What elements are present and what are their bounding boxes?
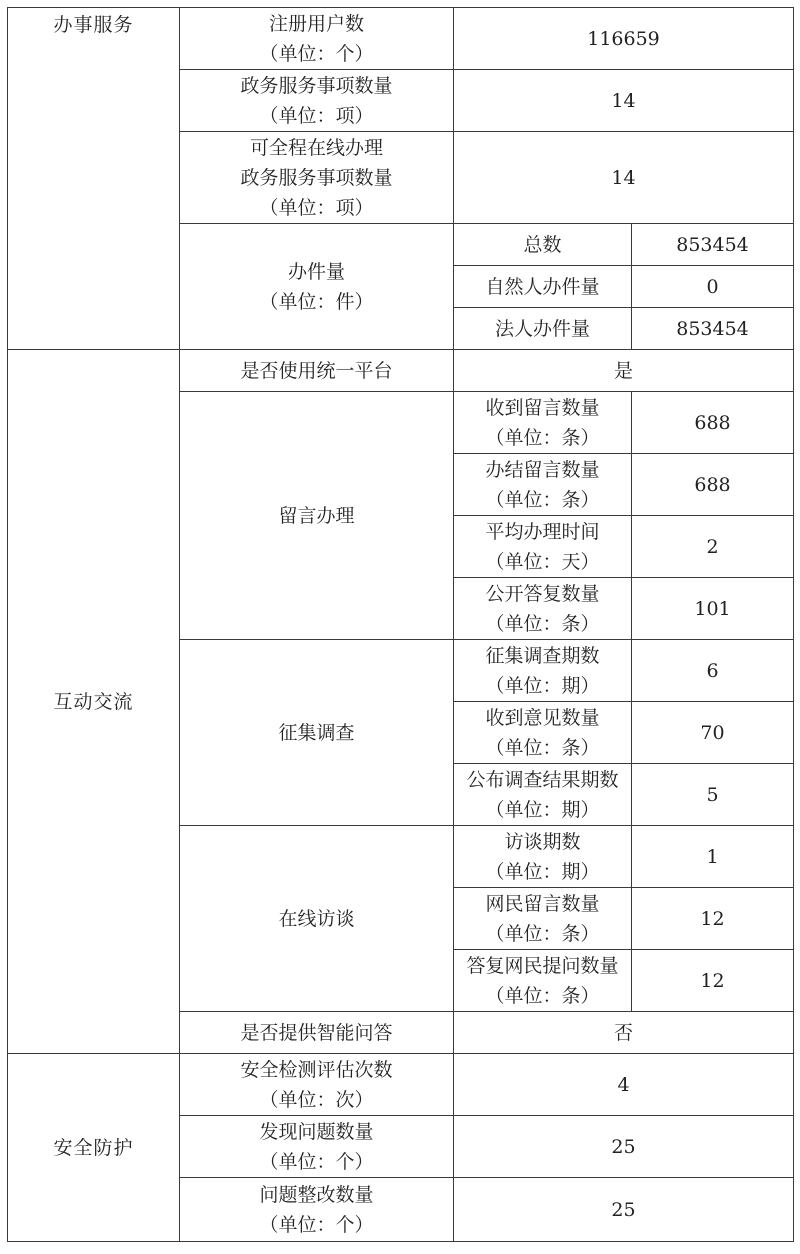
metric-cases: 办件量 （单位：件） bbox=[180, 224, 454, 350]
metric-service-items: 政务服务事项数量 （单位：项） bbox=[180, 70, 454, 132]
metric-online-items: 可全程在线办理 政务服务事项数量 （单位：项） bbox=[180, 132, 454, 224]
value-issues-fixed: 25 bbox=[454, 1178, 794, 1242]
value-messages-received: 688 bbox=[632, 392, 794, 454]
metric-security-checks: 安全检测评估次数 （单位：次） bbox=[180, 1054, 454, 1116]
value-answered-questions: 12 bbox=[632, 950, 794, 1012]
metric-issues-found: 发现问题数量 （单位：个） bbox=[180, 1116, 454, 1178]
metric-registered-users: 注册用户数 （单位：个） bbox=[180, 8, 454, 70]
value-interview-periods: 1 bbox=[632, 826, 794, 888]
value-issues-found: 25 bbox=[454, 1116, 794, 1178]
value-security-checks: 4 bbox=[454, 1054, 794, 1116]
value-survey-periods: 6 bbox=[632, 640, 794, 702]
value-messages-closed: 688 bbox=[632, 454, 794, 516]
submetric-answered-questions: 答复网民提问数量 （单位：条） bbox=[454, 950, 632, 1012]
submetric-opinions-received: 收到意见数量 （单位：条） bbox=[454, 702, 632, 764]
submetric-survey-periods: 征集调查期数 （单位：期） bbox=[454, 640, 632, 702]
value-registered-users: 116659 bbox=[454, 8, 794, 70]
value-unified-platform: 是 bbox=[454, 350, 794, 392]
value-netizen-messages: 12 bbox=[632, 888, 794, 950]
value-service-items: 14 bbox=[454, 70, 794, 132]
group-interview: 在线访谈 bbox=[180, 826, 454, 1012]
submetric-public-replies: 公开答复数量 （单位：条） bbox=[454, 578, 632, 640]
value-public-replies: 101 bbox=[632, 578, 794, 640]
value-opinions-received: 70 bbox=[632, 702, 794, 764]
category-interaction: 互动交流 bbox=[8, 350, 180, 1054]
table-row bbox=[8, 8, 794, 70]
submetric-average-time: 平均办理时间 （单位：天） bbox=[454, 516, 632, 578]
metric-smart-qa: 是否提供智能问答 bbox=[180, 1012, 454, 1054]
metric-issues-fixed: 问题整改数量 （单位：个） bbox=[180, 1178, 454, 1242]
group-survey: 征集调查 bbox=[180, 640, 454, 826]
value-cases-legal: 853454 bbox=[632, 308, 794, 350]
category-security: 安全防护 bbox=[8, 1054, 180, 1242]
submetric-interview-periods: 访谈期数 （单位：期） bbox=[454, 826, 632, 888]
value-cases-total: 853454 bbox=[632, 224, 794, 266]
value-cases-natural: 0 bbox=[632, 266, 794, 308]
submetric-results-published: 公布调查结果期数 （单位：期） bbox=[454, 764, 632, 826]
value-average-time: 2 bbox=[632, 516, 794, 578]
table-row bbox=[8, 350, 794, 392]
value-online-items: 14 bbox=[454, 132, 794, 224]
submetric-cases-total: 总数 bbox=[454, 224, 632, 266]
submetric-netizen-messages: 网民留言数量 （单位：条） bbox=[454, 888, 632, 950]
value-smart-qa: 否 bbox=[454, 1012, 794, 1054]
value-results-published: 5 bbox=[632, 764, 794, 826]
statistics-table bbox=[7, 7, 794, 1242]
metric-unified-platform: 是否使用统一平台 bbox=[180, 350, 454, 392]
submetric-cases-legal: 法人办件量 bbox=[454, 308, 632, 350]
submetric-messages-closed: 办结留言数量 （单位：条） bbox=[454, 454, 632, 516]
group-messages: 留言办理 bbox=[180, 392, 454, 640]
category-service: 办事服务 bbox=[8, 8, 180, 350]
table-row bbox=[8, 1054, 794, 1116]
submetric-cases-natural: 自然人办件量 bbox=[454, 266, 632, 308]
submetric-messages-received: 收到留言数量 （单位：条） bbox=[454, 392, 632, 454]
